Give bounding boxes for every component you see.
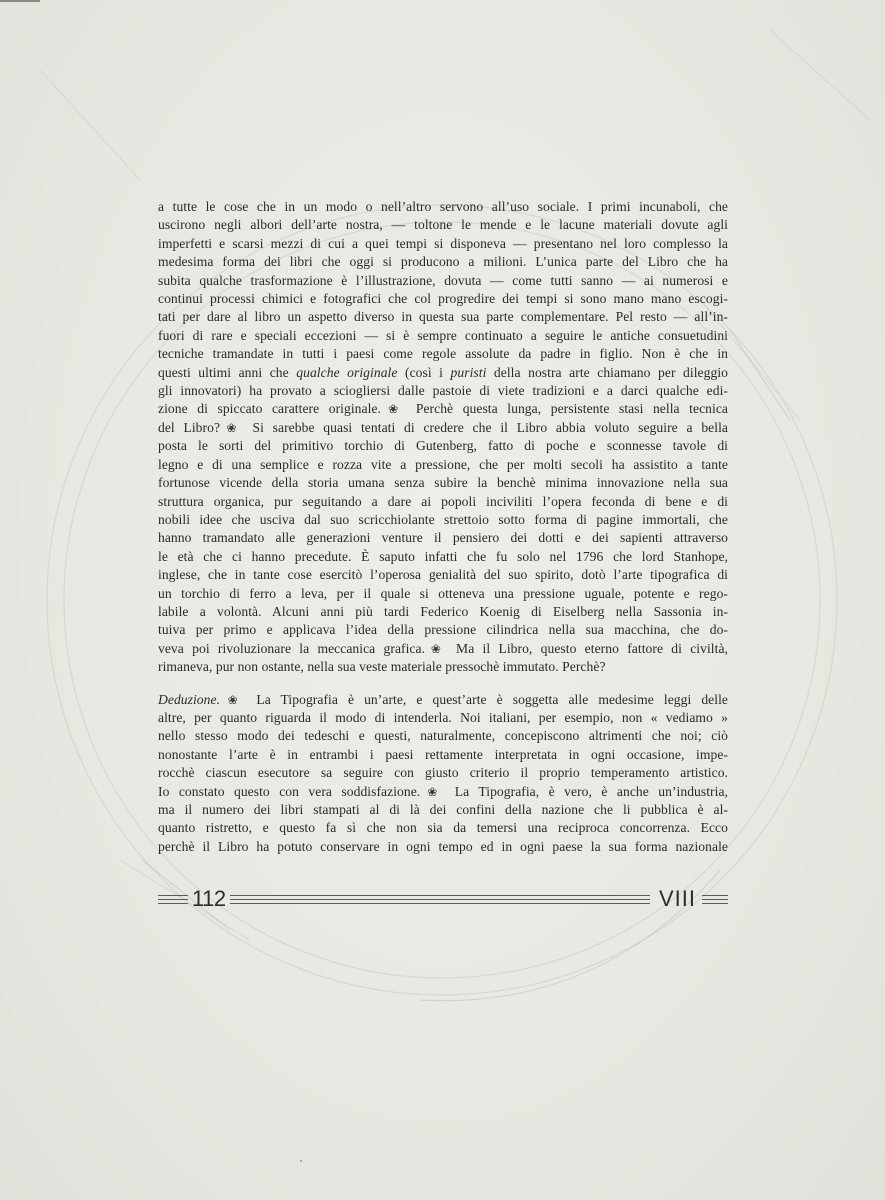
footer-rule-center <box>230 899 650 900</box>
text-run: Perchè questa lunga, persistente stasi nella tecnica <box>406 401 729 417</box>
text-line: inglese, che in tante cose esercitò l’operosa genialità del suo spirito, dotò l’arte tipografica di <box>158 567 728 583</box>
text-line: quanto ristretto, e questo fa sì che non sia da temersi una reciproca concorrenza. Ecco <box>158 820 728 836</box>
text-line: ma il numero dei libri stampati al di là dei confini della nazione che li pubblica è al- <box>158 802 728 817</box>
text-line: medesima forma dei libri che oggi si producono a milioni. L’unica parte del Libro che ha <box>158 254 728 270</box>
footer-rule-left <box>158 899 188 900</box>
fleuron-icon: ❀ <box>381 402 405 417</box>
text-line: fortunose vicende della storia umana senza subire la benchè minima innovazione nella sua <box>158 475 728 491</box>
text-line: struttura organica, pur seguitando a dare ai popoli inciviliti l’opera feconda di bene e di <box>158 493 728 509</box>
fleuron-icon: ❀ <box>221 692 245 707</box>
fleuron-icon: ❀ <box>426 641 446 656</box>
text-run: veva poi rivoluzionare la meccanica grafica. <box>158 640 426 656</box>
text-line: perchè il Libro ha potuto conservare in ogni tempo ed in ogni paese la sua forma nazionale <box>158 838 728 854</box>
text-line <box>158 640 728 658</box>
text-line <box>158 364 728 382</box>
text-line: uscirono negli albori dell’arte nostra, — toltone le mende e le lacune materiali dovute agli <box>158 217 728 233</box>
text-line: tuiva per primo e applicava l’idea della pressione cilindrica nella sua macchina, che do- <box>158 622 728 638</box>
page-corner-mark <box>0 0 40 2</box>
footer-rule-right <box>702 903 728 904</box>
text-line: rocchè ciascun esecutore sa seguire con giusto criterio il proprio temperamento artistico. <box>158 765 728 781</box>
text-run: questi ultimi anni che <box>158 364 297 380</box>
italic-term: puristi <box>450 364 487 380</box>
text-run: La Tipografia, è vero, è anche un’industria, <box>445 783 728 799</box>
text-line: un torchio di ferro a leva, per il quale si otteneva una pressione uguale, potente e rego- <box>158 585 728 601</box>
fleuron-icon: ❀ <box>421 784 444 799</box>
text-run: zione di spiccato carattere originale. <box>158 401 381 417</box>
text-line: legno e di una semplice e rozza vite a pressione, che per molti secoli ha assistito a tante <box>158 456 728 472</box>
text-run: del Libro? <box>158 419 221 435</box>
text-line: nobili idee che usciva dal suo scricchiolante strettoio sotto forma di pagine immortali, che <box>158 511 728 527</box>
text-line: fuori di rare e speciali eccezioni — si è sempre continuato a seguire le antiche consuetudini <box>158 327 728 343</box>
text-line: subita qualche trasformazione è l’illustrazione, dovuta — come tutti sanno — ai numerosi e <box>158 272 728 288</box>
text-run: della nostra arte chiamano per dileggio <box>486 364 728 380</box>
page-number: 112 <box>192 886 226 911</box>
text-line: tecniche tramandate in tutti i paesi come regole assolute da padre in figlio. Non è che in <box>158 346 728 362</box>
text-line: tati per dare al libro un aspetto diverso in questa sua parte complementare. Pel resto — all’in- <box>158 309 728 325</box>
text-line: le età che ci hanno precedute. È saputo infatti che fu solo nel 1796 che lord Stanhope, <box>158 548 728 564</box>
footer-rule-center <box>230 895 650 896</box>
footer-rule-center <box>230 903 650 904</box>
footer-rule-left <box>158 895 188 896</box>
footer-rule-right <box>702 899 728 900</box>
text-line: continui processi chimici e fotografici che col progredire dei tempi si sono mano mano escogi- <box>158 291 728 307</box>
text-line <box>158 691 728 709</box>
text-line <box>158 783 728 801</box>
text-line: hanno tramandato alle generazioni venture il pensiero dei dotti e dei sapienti attraverso <box>158 530 728 546</box>
signature-mark: VIII <box>658 886 696 911</box>
text-line: gli innovatori) ha provato a sciogliersi dalle pastoie di viete tradizioni e a darci qualche edi- <box>158 383 728 399</box>
text-line: nello stesso modo dei tedeschi e questi, naturalmente, concepiscono altrimenti che noi; ciò <box>158 728 728 744</box>
main-text <box>158 198 728 856</box>
text-run: Ma il Libro, questo eterno fattore di civiltà, <box>447 640 728 656</box>
italic-term: qualche originale <box>296 364 398 380</box>
text-run: La Tipografia è un’arte, e quest’arte è soggetta alle medesime leggi delle <box>246 691 728 707</box>
text-line: altre, per quanto riguarda il modo di intenderla. Noi italiani, per esempio, non « vediamo » <box>158 709 728 725</box>
section-lead-in: Deduzione. <box>158 691 221 707</box>
text-line <box>158 419 728 437</box>
footer-rule-left <box>158 903 188 904</box>
text-line <box>158 400 728 418</box>
footer-rule-right <box>702 895 728 896</box>
paper-speck <box>300 1160 302 1162</box>
fleuron-icon: ❀ <box>221 420 242 435</box>
text-line: labile a volontà. Alcuni anni più tardi Federico Koenig di Eiselberg nella Sassonia in- <box>158 603 728 619</box>
text-line: nonostante l’arte è in entrambi i paesi rettamente interpretata in ogni occasione, impe- <box>158 746 728 762</box>
text-line: posta le sorti del primitivo torchio di Gutenberg, fatto di poche e sconnesse tavole di <box>158 438 728 454</box>
text-line: imperfetti e scarsi mezzi di cui a quei tempi si disponeva — presentano nel loro complesso la <box>158 235 728 251</box>
text-run: Si sarebbe quasi tentati di credere che il Libro abbia voluto seguire a bella <box>243 419 728 435</box>
paragraph-deduzione <box>158 691 728 857</box>
paragraph-continuation <box>158 198 728 677</box>
text-line: rimaneva, pur non ostante, nella sua veste materiale pressochè immutato. Perchè? <box>158 659 606 675</box>
text-line: a tutte le cose che in un modo o nell’altro servono all’uso sociale. I primi incunaboli, che <box>158 199 728 214</box>
text-run: Io constato questo con vera soddisfazione. <box>158 783 421 799</box>
page-footer <box>158 884 728 914</box>
text-run: (così i <box>397 364 451 380</box>
